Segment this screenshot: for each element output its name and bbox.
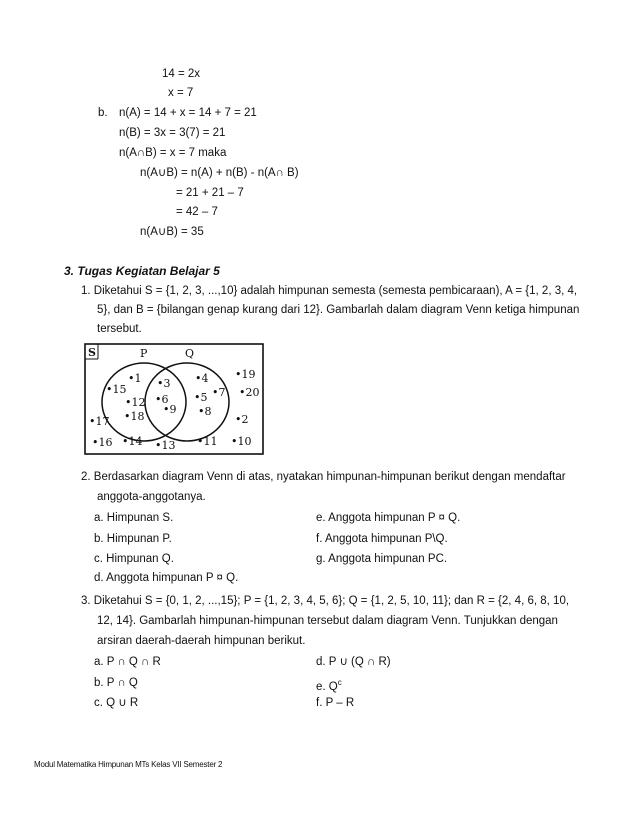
task3-item: d. P ∪ (Q ∩ R) <box>316 656 391 668</box>
task2-item: a. Himpunan S. <box>94 512 174 524</box>
task3-item: f. P – R <box>316 697 355 709</box>
page-footer: Modul Matematika Himpunan MTs Kelas VII Semester 2 <box>34 760 223 769</box>
venn-element: •19 <box>235 368 256 381</box>
venn-element: •11 <box>197 435 218 448</box>
task2-item: f. Anggota himpunan P\Q. <box>316 533 448 545</box>
venn-element: •5 <box>194 391 208 404</box>
task2-item: d. Anggota himpunan P ¤ Q. <box>94 572 239 584</box>
task2-item: b. Himpunan P. <box>94 533 172 545</box>
task3-item: b. P ∩ Q <box>94 677 138 689</box>
task3-item: c. Q ∪ R <box>94 697 139 709</box>
equation-line: n(B) = 3x = 3(7) = 21 <box>119 127 226 139</box>
task3-text: arsiran daerah-daerah himpunan berikut. <box>97 635 306 647</box>
section-heading: 3. Tugas Kegiatan Belajar 5 <box>64 264 220 278</box>
equation-line: n(A∩B) = x = 7 maka <box>119 147 227 159</box>
venn-element: •13 <box>155 439 176 452</box>
venn-element: •17 <box>89 415 110 428</box>
venn-element: •20 <box>239 386 260 399</box>
venn-element: •10 <box>231 435 252 448</box>
task2-item: c. Himpunan Q. <box>94 553 174 565</box>
task1-text: 5}, dan B = {bilangan genap kurang dari 12}. Gambarlah dalam diagram Venn ketiga himpunan <box>97 304 580 316</box>
equation-line: n(A∪B) = 35 <box>140 226 204 238</box>
equation-line: n(A) = 14 + x = 14 + 7 = 21 <box>119 107 257 119</box>
set-q-label: Q <box>185 347 195 360</box>
venn-element: •3 <box>157 377 171 390</box>
venn-diagram <box>84 343 264 455</box>
task3-text: 12, 14}. Gambarlah himpunan-himpunan tersebut dalam diagram Venn. Tunjukkan dengan <box>97 615 558 627</box>
venn-element: •1 <box>128 372 142 385</box>
venn-element: •6 <box>155 393 169 406</box>
venn-element: •12 <box>125 396 146 409</box>
task2-item: e. Anggota himpunan P ¤ Q. <box>316 512 461 524</box>
task2-item: g. Anggota himpunan PC. <box>316 553 448 565</box>
task3-item: a. P ∩ Q ∩ R <box>94 656 161 668</box>
equation-line: = 21 + 21 – 7 <box>176 187 244 199</box>
equation-line: x = 7 <box>168 87 194 99</box>
venn-element: •4 <box>195 372 209 385</box>
venn-element: •9 <box>163 403 177 416</box>
venn-element: •7 <box>212 386 226 399</box>
equation-line: 14 = 2x <box>162 68 201 80</box>
equation-line: n(A∪B) = n(A) + n(B) - n(A∩ B) <box>140 167 299 179</box>
task2-text: 2. Berdasarkan diagram Venn di atas, nyatakan himpunan-himpunan berikut dengan mendaftar <box>81 471 566 483</box>
venn-element: •15 <box>106 383 127 396</box>
task2-text: anggota-anggotanya. <box>97 491 206 503</box>
item-label: b. <box>98 107 108 119</box>
venn-element: •14 <box>122 435 143 448</box>
task1-text: tersebut. <box>97 323 142 335</box>
task3-text: 3. Diketahui S = {0, 1, 2, ...,15}; P = {1, 2, 3, 4, 5, 6}; Q = {1, 2, 5, 10, 11}; dan R = {2, 4, 6, 8, 10, <box>81 595 570 607</box>
universe-label: S <box>88 346 96 359</box>
venn-element: •8 <box>198 405 212 418</box>
set-p-label: P <box>140 347 148 360</box>
task3-item: e. $Q^c$ <box>316 678 342 693</box>
venn-element: •18 <box>124 410 145 423</box>
venn-element: •16 <box>92 436 113 449</box>
venn-element: •2 <box>235 413 249 426</box>
task1-text: 1. Diketahui S = {1, 2, 3, ...,10} adalah himpunan semesta (semesta pembicaraan), A = {1, 2, 3, 4, <box>81 285 578 297</box>
equation-line: = 42 – 7 <box>176 206 218 218</box>
